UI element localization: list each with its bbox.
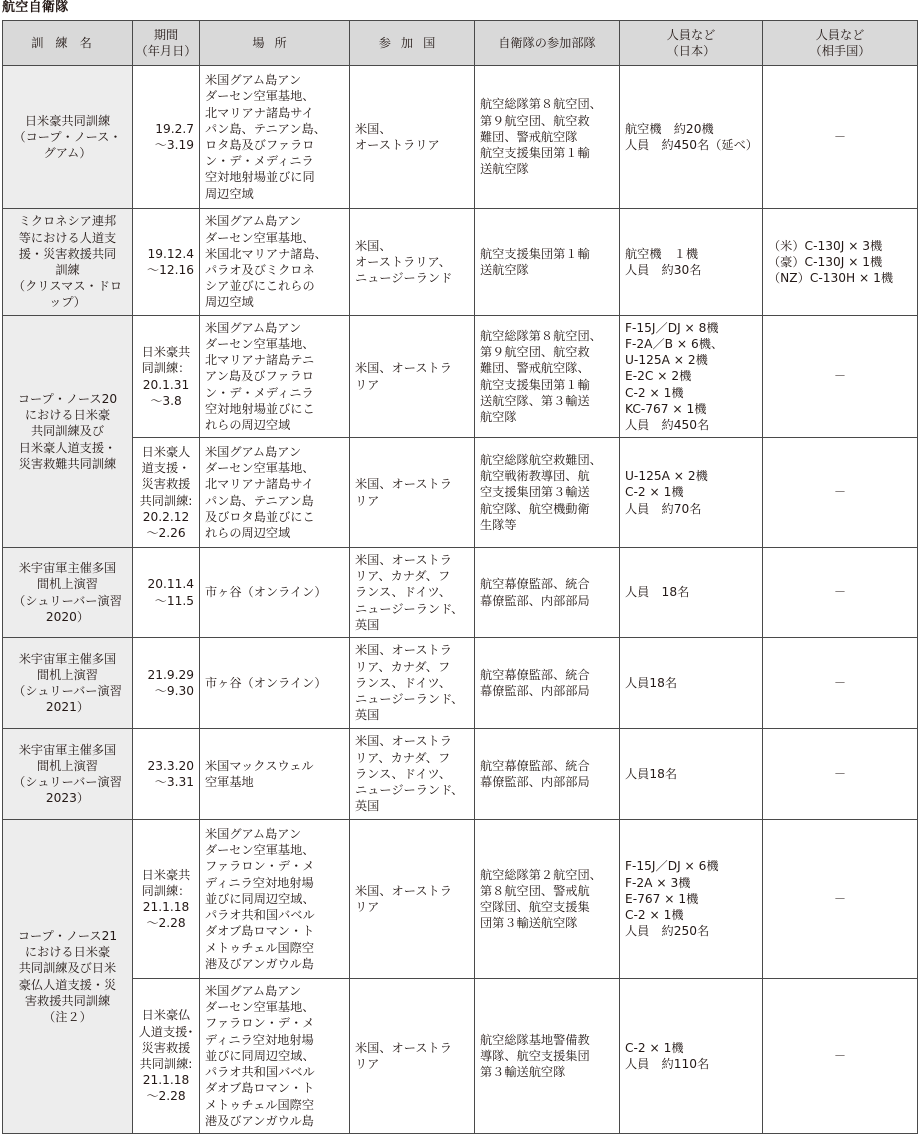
table-row (3, 438, 918, 548)
exercise-countries: 米国、オーストラ リア (350, 979, 475, 1134)
exercise-period: 19.12.4 ～12.16 (133, 209, 200, 316)
exercise-countries: 米国、オーストラ リア、カナダ、フ ランス、ドイツ、 ニュージーランド、 英国 (350, 729, 475, 820)
table-row (3, 316, 918, 438)
header-personnel-japan: 人員など （日本） (620, 21, 763, 66)
exercise-period: 日米豪人 道支援・ 災害救援 共同訓練: 20.2.12 ～2.26 (133, 438, 200, 548)
exercise-countries: 米国、 オーストラリア (350, 66, 475, 209)
personnel-partner: － (763, 638, 918, 729)
personnel-partner: － (763, 820, 918, 979)
exercise-location: 市ヶ谷（オンライン） (200, 548, 350, 638)
exercise-units: 航空支援集団第１輸 送航空隊 (475, 209, 620, 316)
personnel-japan: F-15J／DJ × 8機 F-2A／B × 6機、 U-125A × 2機 E-2C × 2機 C-2 × 1機 KC-767 × 1機 人員 約450名 (620, 316, 763, 438)
exercise-period: 日米豪共 同訓練： 21.1.18 ～2.28 (133, 820, 200, 979)
exercise-units: 航空幕僚監部、統合 幕僚監部、内部部局 (475, 729, 620, 820)
exercise-location: 米国マックスウェル 空軍基地 (200, 729, 350, 820)
exercise-countries: 米国、オーストラ リア (350, 438, 475, 548)
personnel-japan: 人員18名 (620, 729, 763, 820)
exercise-period: 23.3.20 ～3.31 (133, 729, 200, 820)
personnel-partner: － (763, 979, 918, 1134)
exercise-location: 米国グアム島アン ダーセン空軍基地、 米国北マリアナ諸島、 パラオ及びミクロネ シア並びにこれらの 周辺空域 (200, 209, 350, 316)
header-location: 場所 (200, 21, 350, 66)
table-row (3, 209, 918, 316)
table-row (3, 66, 918, 209)
table-row (3, 820, 918, 979)
personnel-japan: 人員 18名 (620, 548, 763, 638)
exercise-units: 航空総隊航空救難団、 航空戦術教導団、航 空支援集団第３輸送 航空隊、航空機動衛 生隊等 (475, 438, 620, 548)
exercise-location: 米国グアム島アン ダーセン空軍基地、 ファラロン・デ・メ ディニラ空対地射場 並びに同周辺空域、 パラオ共和国バベル ダオブ島ロマン・ト メトゥチェル国際空 港及びアンガウル島 (200, 820, 350, 979)
header-row (3, 21, 918, 66)
exercise-name: 日米豪共同訓練 （コープ・ノース・ グアム） (3, 66, 133, 209)
section-title: 航空自衛隊 (2, 0, 69, 15)
personnel-japan: 航空機 約20機 人員 約450名（延べ） (620, 66, 763, 209)
personnel-partner: （米）C-130J × 3機 （豪）C-130J × 1機 （NZ）C-130H × 1機 (763, 209, 918, 316)
personnel-partner: － (763, 316, 918, 438)
exercise-name: ミクロネシア連邦 等における人道支 援・災害救援共同 訓練 （クリスマス・ドロップ） (3, 209, 133, 316)
table-row (3, 729, 918, 820)
exercise-units: 航空幕僚監部、統合 幕僚監部、内部部局 (475, 548, 620, 638)
header-countries: 参加国 (350, 21, 475, 66)
header-personnel-partner: 人員など （相手国） (763, 21, 918, 66)
exercise-name: 米宇宙軍主催多国 間机上演習 （シュリーバー演習 2021） (3, 638, 133, 729)
table-row (3, 638, 918, 729)
exercise-countries: 米国、 オーストラリア、 ニュージーランド (350, 209, 475, 316)
exercise-units: 航空総隊第８航空団、 第９航空団、航空救 難団、警戒航空隊 航空支援集団第１輸 送航空隊 (475, 66, 620, 209)
personnel-japan: 航空機 １機 人員 約30名 (620, 209, 763, 316)
exercise-period: 20.11.4 ～11.5 (133, 548, 200, 638)
exercise-period: 19.2.7 ～3.19 (133, 66, 200, 209)
exercise-countries: 米国、オーストラ リア、カナダ、フ ランス、ドイツ、 ニュージーランド、 英国 (350, 548, 475, 638)
exercise-units: 航空総隊基地警備教 導隊、航空支援集団 第３輸送航空隊 (475, 979, 620, 1134)
header-name: 訓練名 (3, 21, 133, 66)
exercise-location: 米国グアム島アン ダーセン空軍基地、 ファラロン・デ・メ ディニラ空対地射場 並びに同周辺空域、 パラオ共和国バベル ダオブ島ロマン・ト メトゥチェル国際空 港及びアンガウル島 (200, 979, 350, 1134)
exercise-location: 米国グアム島アン ダーセン空軍基地、 北マリアナ諸島テニ アン島及びファラロ ン・デ・メディニラ 空対地射場並びにこ れらの周辺空域 (200, 316, 350, 438)
personnel-japan: C-2 × 1機 人員 約110名 (620, 979, 763, 1134)
exercise-countries: 米国、オーストラ リア、カナダ、フ ランス、ドイツ、 ニュージーランド、 英国 (350, 638, 475, 729)
exercise-name: 米宇宙軍主催多国 間机上演習 （シュリーバー演習 2023） (3, 729, 133, 820)
exercise-name: 米宇宙軍主催多国 間机上演習 （シュリーバー演習 2020） (3, 548, 133, 638)
personnel-partner: － (763, 729, 918, 820)
personnel-japan: F-15J／DJ × 6機 F-2A × 3機 E-767 × 1機 C-2 × 1機 人員 約250名 (620, 820, 763, 979)
personnel-partner: － (763, 66, 918, 209)
exercise-period: 日米豪共 同訓練： 20.1.31 ～3.8 (133, 316, 200, 438)
table-row (3, 548, 918, 638)
exercise-name: コープ・ノース21 における日米豪 共同訓練及び日米 豪仏人道支援・災 害救援共同訓練 （注２） (3, 820, 133, 1134)
personnel-japan: U-125A × 2機 C-2 × 1機 人員 約70名 (620, 438, 763, 548)
exercise-period: 21.9.29 ～9.30 (133, 638, 200, 729)
table-row (3, 979, 918, 1134)
exercise-location: 米国グアム島アン ダーセン空軍基地、 北マリアナ諸島サイ パン島、テニアン島、 ロタ島及びファラロ ン・デ・メディニラ 空対地射場並びに同 周辺空域 (200, 66, 350, 209)
personnel-partner: － (763, 438, 918, 548)
training-table (2, 20, 918, 1134)
exercise-location: 米国グアム島アン ダーセン空軍基地、 北マリアナ諸島サイ パン島、テニアン島 及びロタ島並びにこ れらの周辺空域 (200, 438, 350, 548)
exercise-units: 航空総隊第２航空団、 第８航空団、警戒航 空隊団、航空支援集 団第３輸送航空隊 (475, 820, 620, 979)
exercise-units: 航空総隊第８航空団、 第９航空団、航空救 難団、警戒航空隊、 航空支援集団第１輸 送航空隊、第３輸送 航空隊 (475, 316, 620, 438)
exercise-location: 市ヶ谷（オンライン） (200, 638, 350, 729)
exercise-countries: 米国、オーストラ リア (350, 820, 475, 979)
personnel-partner: － (763, 548, 918, 638)
exercise-name: コープ・ノース20 における日米豪 共同訓練及び 日米豪人道支援・ 災害救難共同訓練 (3, 316, 133, 548)
header-period: 期間 （年月日） (133, 21, 200, 66)
header-units: 自衛隊の参加部隊 (475, 21, 620, 66)
personnel-japan: 人員18名 (620, 638, 763, 729)
exercise-period: 日米豪仏 人道支援･ 災害救援 共同訓練: 21.1.18 ～2.28 (133, 979, 200, 1134)
exercise-countries: 米国、オーストラ リア (350, 316, 475, 438)
exercise-units: 航空幕僚監部、統合 幕僚監部、内部部局 (475, 638, 620, 729)
